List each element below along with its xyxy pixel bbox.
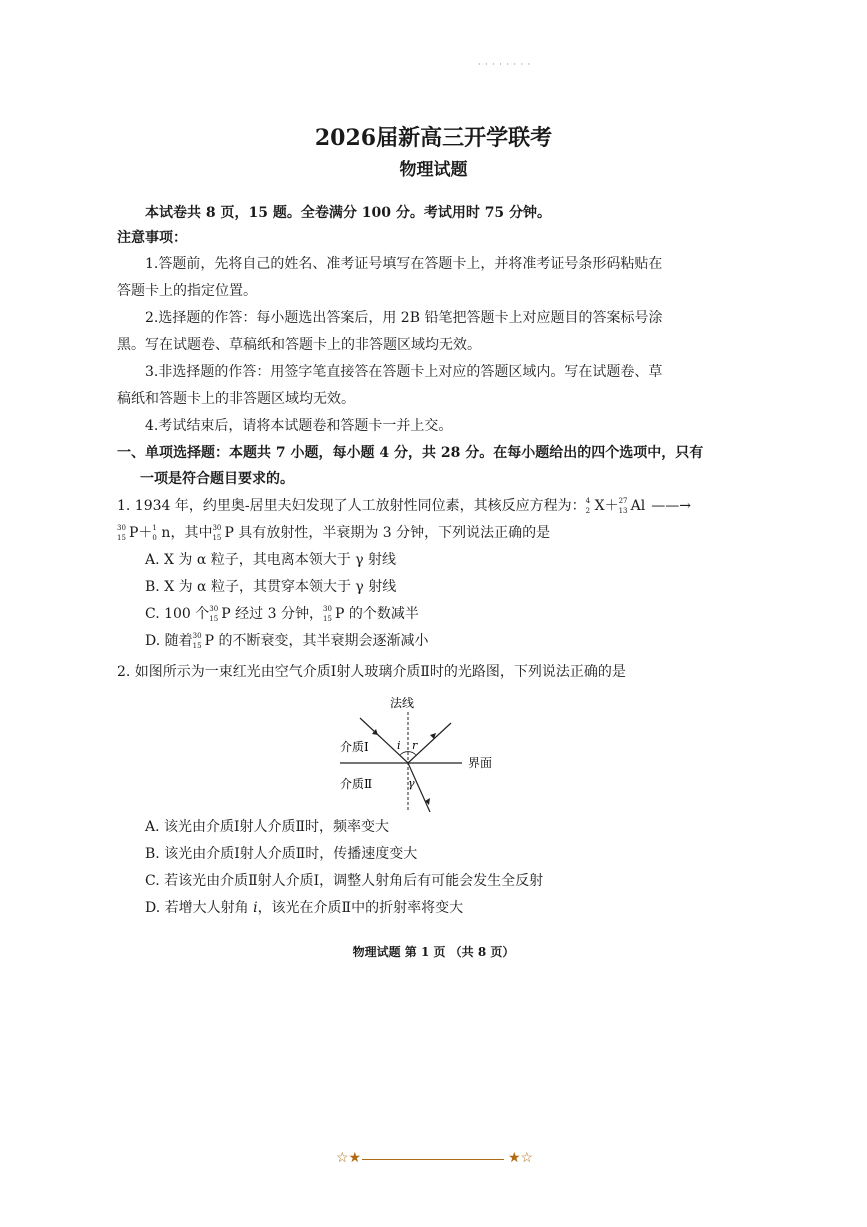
note-line-2: 答题卡上的指定位置。 bbox=[117, 283, 257, 299]
q1-arrow: ——→ bbox=[651, 498, 691, 514]
note-line-5: 3.非选择题的作答：用签字笔直接答在答题卡上对应的答题区域内。写在试题卷、草 bbox=[145, 364, 663, 380]
q2-option-c: C. 若该光由介质Ⅱ射人介质Ⅰ，调整人射角后有可能会发生全反射 bbox=[145, 873, 544, 889]
q2-stem: 2. 如图所示为一束红光由空气介质Ⅰ射人玻璃介质Ⅱ时的光路图，下列说法正确的是 bbox=[117, 664, 626, 680]
q1-n-charge: 0 bbox=[152, 534, 157, 542]
q1-option-d-pre: D. 随着 bbox=[145, 633, 193, 649]
q1-stem-text: 1. 1934 年，约里奥-居里夫妇发现了人工放射性同位素，其核反应方程为： bbox=[117, 498, 586, 514]
q1-p-charge: 15 bbox=[117, 534, 126, 542]
note-line-3: 2.选择题的作答：每小题选出答案后，用 2B 铅笔把答题卡上对应题目的答案标号涂 bbox=[145, 310, 663, 326]
angle-gamma-label: γ bbox=[408, 777, 415, 790]
q1-stem-line2 bbox=[117, 523, 550, 543]
q2-option-d bbox=[145, 898, 463, 918]
q1-c-mass1: 30 bbox=[209, 605, 219, 613]
q1-al-nuclide bbox=[619, 499, 631, 513]
q1-option-d bbox=[145, 631, 429, 651]
exam-subtitle: 物理试题 bbox=[399, 160, 468, 180]
q1-option-c-post: P 的个数减半 bbox=[334, 606, 419, 622]
q1-n-text: n，其中 bbox=[161, 525, 213, 541]
q1-p-nuclide bbox=[117, 526, 129, 540]
q1-p-symbol: P＋ bbox=[129, 525, 153, 541]
q1-al-mass: 27 bbox=[618, 497, 628, 505]
q1-n-mass: 1 bbox=[152, 524, 157, 532]
stars-right: ★☆ bbox=[508, 1150, 534, 1166]
q1-p-mass: 30 bbox=[117, 524, 126, 532]
q1-option-d-post: P 的不断衰变，其半衰期会逐渐减小 bbox=[204, 633, 429, 649]
q1-c-mass2: 30 bbox=[322, 605, 332, 613]
section1-line1: 一、单项选择题：本题共 7 小题，每小题 4 分，共 28 分。在每小题给出的四个选项中，只有 bbox=[117, 445, 704, 461]
q2-option-b: B. 该光由介质Ⅰ射人介质Ⅱ时，传播速度变大 bbox=[145, 846, 418, 862]
q1-x-symbol: X bbox=[594, 498, 605, 514]
refraction-diagram bbox=[330, 690, 500, 820]
q1-option-a: A. X 为 α 粒子，其电离本领大于 γ 射线 bbox=[145, 552, 397, 568]
q1-option-c-nuclide2 bbox=[323, 607, 335, 621]
q1-n-nuclide bbox=[152, 526, 161, 540]
medium1-label: 介质Ⅰ bbox=[340, 740, 369, 754]
q1-plus: ＋ bbox=[604, 498, 619, 514]
q1-option-d-nuclide bbox=[193, 634, 205, 648]
q1-x-nuclide bbox=[586, 499, 595, 513]
q2-option-d-pre: D. 若增大人射角 bbox=[145, 900, 254, 916]
q1-c-charge2: 15 bbox=[322, 615, 332, 623]
angle-i-label: i bbox=[397, 739, 401, 752]
q1-option-c-pre: C. 100 个 bbox=[145, 606, 210, 622]
q1-p2-charge: 15 bbox=[212, 534, 222, 542]
q1-option-c-nuclide1 bbox=[209, 607, 221, 621]
normal-label: 法线 bbox=[390, 696, 415, 710]
q2-option-d-post: ，该光在介质Ⅱ中的折射率将变大 bbox=[257, 900, 464, 916]
note-line-7: 4.考试结束后，请将本试题卷和答题卡一并上交。 bbox=[145, 418, 453, 434]
stars-left: ☆★ bbox=[336, 1150, 362, 1166]
q1-stem-line1 bbox=[117, 496, 691, 516]
note-line-1: 1.答题前，先将自己的姓名、准考证号填写在答题卡上，并将准考证号条形码粘贴在 bbox=[145, 256, 663, 272]
q2-option-d-var: i bbox=[253, 900, 258, 916]
q1-option-b: B. X 为 α 粒子，其贯穿本领大于 γ 射线 bbox=[145, 579, 397, 595]
q2-option-a: A. 该光由介质Ⅰ射人介质Ⅱ时，频率变大 bbox=[145, 819, 390, 835]
exam-summary: 本试卷共 8 页，15 题。全卷满分 100 分。考试用时 75 分钟。 bbox=[145, 205, 552, 221]
q1-d-mass: 30 bbox=[192, 632, 202, 640]
q1-option-c bbox=[145, 604, 419, 624]
medium2-label: 介质Ⅱ bbox=[340, 777, 373, 791]
note-line-6: 稿纸和答题卡上的非答题区域均无效。 bbox=[117, 391, 355, 407]
interface-label: 界面 bbox=[468, 756, 493, 770]
q1-al-charge: 13 bbox=[618, 507, 628, 515]
exam-title: 2026届新高三开学联考 bbox=[314, 125, 553, 151]
q1-x-charge: 2 bbox=[585, 507, 591, 515]
q1-p2-mass: 30 bbox=[212, 524, 222, 532]
note-line-4: 黑。写在试题卷、草稿纸和答题卡上的非答题区域均无效。 bbox=[117, 337, 481, 353]
section1-line2: 一项是符合题目要求的。 bbox=[140, 471, 294, 487]
q1-al-symbol: Al bbox=[630, 498, 646, 514]
q1-c-charge1: 15 bbox=[209, 615, 219, 623]
notice-heading: 注意事项： bbox=[117, 230, 187, 246]
q1-x-mass: 4 bbox=[585, 497, 591, 505]
page-footer: 物理试题 第 1 页 （共 8 页） bbox=[352, 945, 515, 959]
star-divider bbox=[362, 1159, 504, 1160]
q1-d-charge: 15 bbox=[192, 642, 202, 650]
q1-option-c-mid: P 经过 3 分钟， bbox=[221, 606, 323, 622]
angle-r-label: r bbox=[412, 739, 418, 752]
q1-stem-tail: P 具有放射性，半衰期为 3 分钟，下列说法正确的是 bbox=[224, 525, 551, 541]
q1-p2-nuclide bbox=[212, 526, 224, 540]
header-dots: · · · · · · · · bbox=[478, 60, 532, 69]
